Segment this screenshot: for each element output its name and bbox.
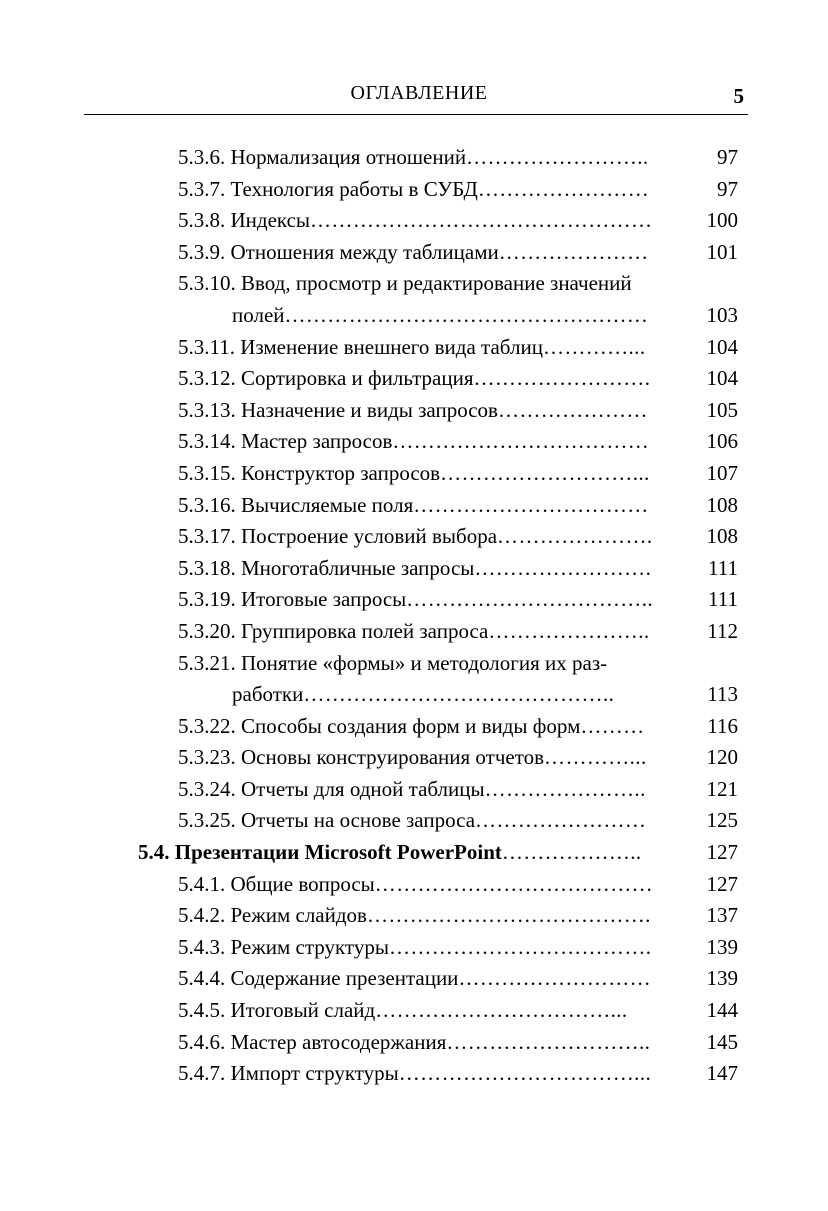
toc-page-number: 100 bbox=[706, 208, 738, 233]
toc-entry-title: 5.4.6. Мастер автосодержания bbox=[178, 1029, 447, 1054]
toc-page-number: 112 bbox=[707, 618, 738, 643]
toc-page-number: 105 bbox=[706, 397, 738, 422]
toc-page-number: 139 bbox=[706, 966, 738, 991]
toc-entry-title: 5.3.25. Отчеты на основе запроса bbox=[178, 808, 476, 833]
toc-leader-dots: ………………… bbox=[497, 397, 648, 422]
toc-entry bbox=[0, 363, 828, 395]
toc-leader-dots: ……………………. bbox=[474, 555, 652, 580]
toc-entry-title: 5.3.18. Многотабличные запросы bbox=[178, 555, 475, 580]
toc-page-number: 125 bbox=[706, 808, 738, 833]
toc-leader-dots: ………………….. bbox=[488, 618, 650, 643]
toc-page-number: 139 bbox=[706, 934, 738, 959]
toc-leader-dots: ……………………. bbox=[473, 366, 651, 391]
toc-leader-dots: …………………. bbox=[497, 524, 653, 549]
toc-entry-title: 5.3.20. Группировка полей запроса bbox=[178, 618, 489, 643]
toc-leader-dots: ……… bbox=[580, 713, 645, 738]
toc-entry bbox=[0, 490, 828, 522]
toc-entry bbox=[0, 174, 828, 206]
toc-page-number: 101 bbox=[706, 239, 738, 264]
toc-page-number: 147 bbox=[706, 1061, 738, 1086]
toc-leader-dots: …………………… bbox=[477, 176, 650, 201]
toc-entry-title: 5.4.5. Итоговый слайд bbox=[178, 998, 376, 1023]
toc-page-number: 145 bbox=[706, 1029, 738, 1054]
toc-entry-title: 5.3.9. Отношения между таблицами bbox=[178, 239, 499, 264]
toc-page-number: 104 bbox=[706, 334, 738, 359]
toc-entry-title: 5.4.1. Общие вопросы bbox=[178, 871, 375, 896]
page-number: 5 bbox=[733, 84, 744, 108]
toc-entry-title: 5.4.7. Импорт структуры bbox=[178, 1061, 399, 1086]
toc-entry bbox=[0, 995, 828, 1027]
toc-entry bbox=[0, 521, 828, 553]
toc-entry-title: 5.3.7. Технология работы в СУБД bbox=[178, 176, 478, 201]
toc-page-number: 104 bbox=[706, 366, 738, 391]
toc-page-number: 108 bbox=[706, 492, 738, 517]
toc-entry bbox=[0, 900, 828, 932]
toc-entry bbox=[0, 648, 828, 680]
toc-entry-title: 5.4.4. Содержание презентации bbox=[178, 966, 459, 991]
toc-entry bbox=[0, 237, 828, 269]
toc-leader-dots: ………………………………………… bbox=[310, 208, 653, 233]
toc-entry-title: 5.3.6. Нормализация отношений bbox=[178, 145, 467, 169]
toc-leader-dots: …………………… bbox=[475, 808, 647, 833]
toc-page-number: 111 bbox=[708, 587, 738, 612]
toc-page-number: 137 bbox=[706, 903, 738, 928]
toc-page-number: 107 bbox=[706, 460, 738, 485]
toc-entry-continuation bbox=[0, 300, 828, 332]
table-of-contents bbox=[0, 142, 828, 1090]
toc-leader-dots: ………………………... bbox=[440, 460, 650, 485]
toc-entry-title: 5.3.24. Отчеты для одной таблицы bbox=[178, 776, 485, 801]
toc-page-number: 103 bbox=[706, 302, 738, 327]
toc-leader-dots: …………………………… bbox=[413, 492, 649, 517]
toc-leader-dots: …………………….. bbox=[466, 145, 649, 169]
toc-entry bbox=[0, 963, 828, 995]
toc-page-number: 106 bbox=[706, 429, 738, 454]
toc-entry-title-continued: работки bbox=[232, 682, 304, 707]
toc-entry bbox=[0, 711, 828, 743]
toc-entry-title: 5.3.22. Способы создания форм и виды форм bbox=[178, 713, 581, 738]
toc-entry-title: 5.3.11. Изменение внешнего вида таблиц bbox=[178, 334, 543, 359]
toc-entry bbox=[0, 742, 828, 774]
toc-leader-dots: ……………………… bbox=[458, 966, 652, 991]
toc-section-entry bbox=[0, 837, 828, 869]
toc-entry bbox=[0, 395, 828, 427]
toc-entry bbox=[0, 932, 828, 964]
toc-entry bbox=[0, 774, 828, 806]
toc-entry bbox=[0, 553, 828, 585]
toc-leader-dots: …………………………………….. bbox=[303, 682, 615, 707]
toc-entry-title: 5.3.15. Конструктор запросов bbox=[178, 460, 441, 485]
toc-entry-title: 5.3.12. Сортировка и фильтрация bbox=[178, 366, 474, 391]
toc-page-number: 97 bbox=[717, 145, 738, 169]
toc-leader-dots: ………………………………. bbox=[388, 934, 652, 959]
toc-entry bbox=[0, 426, 828, 458]
toc-page-number: 111 bbox=[708, 555, 738, 580]
toc-entry-continuation bbox=[0, 679, 828, 711]
toc-entry-title: 5.3.8. Индексы bbox=[178, 208, 311, 233]
toc-leader-dots: ……………………………... bbox=[398, 1061, 652, 1086]
toc-leader-dots: ……………………….. bbox=[446, 1029, 651, 1054]
toc-section-title: 5.4. Презентации Microsoft PowerPoint bbox=[138, 840, 502, 865]
toc-page-number: 120 bbox=[706, 745, 738, 770]
toc-leader-dots: …………………………….. bbox=[406, 587, 653, 612]
toc-entry bbox=[0, 805, 828, 837]
toc-entry-title: 5.3.21. Понятие «формы» и методология их раз- bbox=[178, 650, 608, 675]
toc-entry bbox=[0, 142, 828, 174]
toc-leader-dots: ……………………………... bbox=[375, 998, 628, 1023]
toc-leader-dots: ………………… bbox=[498, 239, 649, 264]
header-title: ОГЛАВЛЕНИЕ bbox=[350, 82, 488, 104]
toc-entry-title: 5.3.16. Вычисляемые поля bbox=[178, 492, 414, 517]
toc-leader-dots: …………... bbox=[544, 745, 647, 770]
toc-entry bbox=[0, 268, 828, 300]
toc-page-number: 116 bbox=[707, 713, 738, 738]
toc-page-number: 127 bbox=[706, 871, 738, 896]
toc-entry bbox=[0, 869, 828, 901]
toc-entry bbox=[0, 584, 828, 616]
toc-entry-title: 5.3.10. Ввод, просмотр и редактирование значений bbox=[178, 271, 632, 296]
toc-leader-dots: ……………………………… bbox=[392, 429, 650, 454]
toc-entry-title: 5.3.19. Итоговые запросы bbox=[178, 587, 407, 612]
toc-entry-title: 5.3.23. Основы конструирования отчетов bbox=[178, 745, 545, 770]
toc-leader-dots: ……………….. bbox=[501, 840, 642, 865]
toc-entry-title: 5.3.14. Мастер запросов bbox=[178, 429, 393, 454]
toc-page-number: 113 bbox=[707, 682, 738, 707]
toc-entry-title: 5.3.13. Назначение и виды запросов bbox=[178, 397, 498, 422]
toc-entry bbox=[0, 332, 828, 364]
toc-page-number: 97 bbox=[717, 176, 738, 201]
toc-entry bbox=[0, 616, 828, 648]
toc-leader-dots: ………………………………… bbox=[374, 871, 653, 896]
toc-entry-title: 5.4.2. Режим слайдов bbox=[178, 903, 367, 928]
toc-page-number: 121 bbox=[706, 776, 738, 801]
toc-entry bbox=[0, 205, 828, 237]
toc-leader-dots: …………... bbox=[542, 334, 646, 359]
toc-leader-dots: …………………………………………… bbox=[284, 302, 649, 327]
toc-page-number: 127 bbox=[706, 840, 738, 865]
toc-leader-dots: ………………….. bbox=[484, 776, 646, 801]
toc-entry bbox=[0, 458, 828, 490]
toc-page-number: 144 bbox=[706, 998, 738, 1023]
toc-leader-dots: …………………………………. bbox=[366, 903, 651, 928]
running-header bbox=[84, 82, 748, 115]
toc-entry-title: 5.3.17. Построение условий выбора bbox=[178, 524, 498, 549]
toc-entry bbox=[0, 1058, 828, 1090]
toc-entry bbox=[0, 1027, 828, 1059]
toc-entry-title: 5.4.3. Режим структуры bbox=[178, 934, 389, 959]
toc-page-number: 108 bbox=[706, 524, 738, 549]
toc-entry-title-continued: полей bbox=[232, 302, 285, 327]
